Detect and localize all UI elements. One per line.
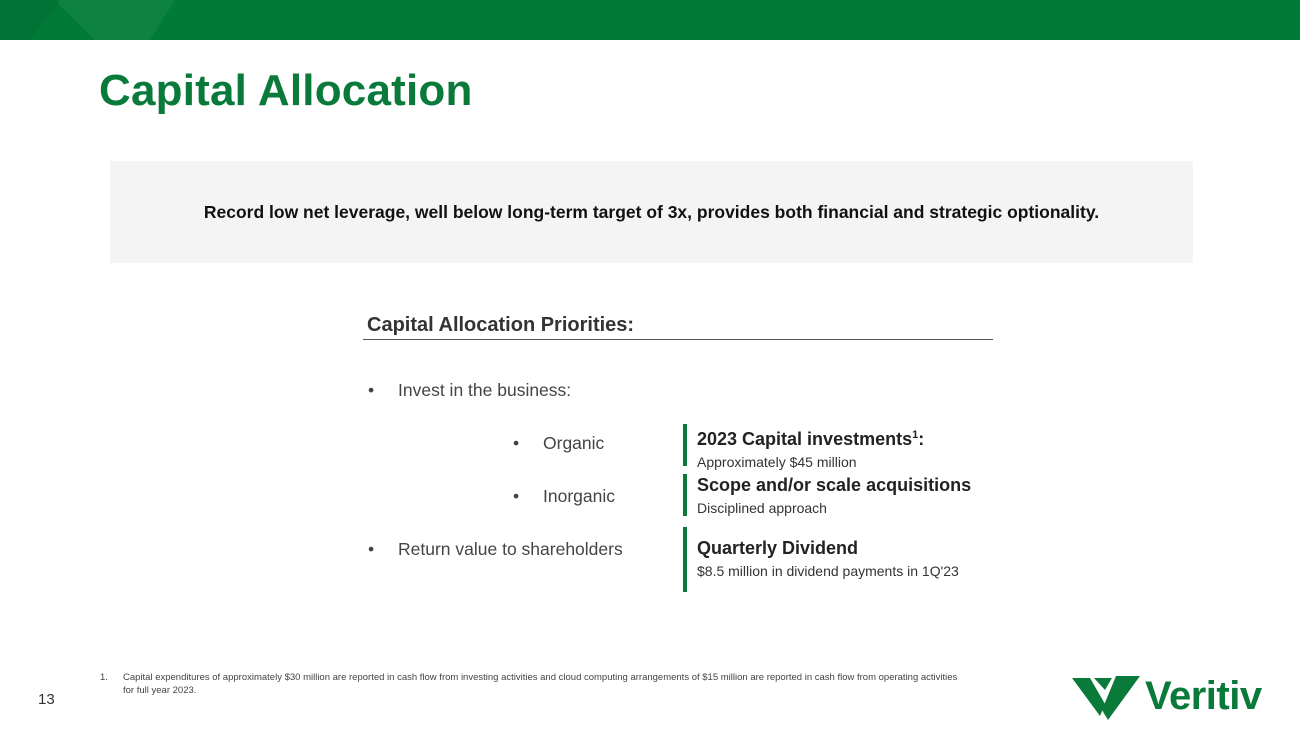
footnote (100, 671, 970, 697)
bullet-marker: • (368, 539, 375, 559)
bullet-marker: • (513, 433, 520, 453)
footnote-ref: 1 (912, 429, 919, 441)
detail-subtitle: $8.5 million in dividend payments in 1Q'23 (697, 563, 959, 579)
detail-title (697, 424, 924, 450)
detail-subtitle: Disciplined approach (697, 500, 827, 516)
key-message-text: Record low net leverage, well below long-term target of 3x, provides both financial and strategic optionality. (203, 201, 1100, 222)
key-message-callout (110, 161, 1193, 263)
page-number: 13 (38, 691, 55, 708)
bullet-inorganic (513, 486, 615, 507)
detail-acquisitions (683, 474, 971, 516)
detail-title: Scope and/or scale acquisitions (697, 475, 972, 495)
bullet-label: Invest in the business: (398, 380, 572, 400)
bullet-label: Return value to shareholders (398, 539, 623, 559)
top-banner (0, 0, 1300, 40)
bullet-invest (368, 380, 571, 401)
detail-title: Quarterly Dividend (697, 538, 859, 558)
heading-underline (363, 339, 993, 340)
page-title: Capital Allocation (99, 66, 473, 115)
bullet-organic (513, 433, 604, 454)
detail-title-text: 2023 Capital investments (697, 429, 913, 449)
bullet-label: Inorganic (543, 486, 615, 506)
detail-title-suffix: : (918, 429, 925, 449)
detail-capital-investments (683, 424, 925, 470)
priorities-heading: Capital Allocation Priorities: (367, 314, 635, 336)
footnote-number: 1. (100, 672, 108, 683)
logo-wordmark: Veritiv (1145, 674, 1262, 718)
detail-quarterly-dividend (683, 527, 959, 592)
detail-subtitle: Approximately $45 million (697, 454, 857, 470)
bullet-marker: • (368, 380, 375, 400)
bullet-marker: • (513, 486, 520, 506)
banner-decoration (0, 0, 1300, 40)
bullet-return-value (368, 539, 623, 560)
bullet-label: Organic (543, 433, 605, 453)
footnote-text: Capital expenditures of approximately $30 million are reported in cash flow from investing activities and cloud computing arrangements of $15 million are reported in cash flow from operating activities for full year 2023. (123, 672, 958, 696)
